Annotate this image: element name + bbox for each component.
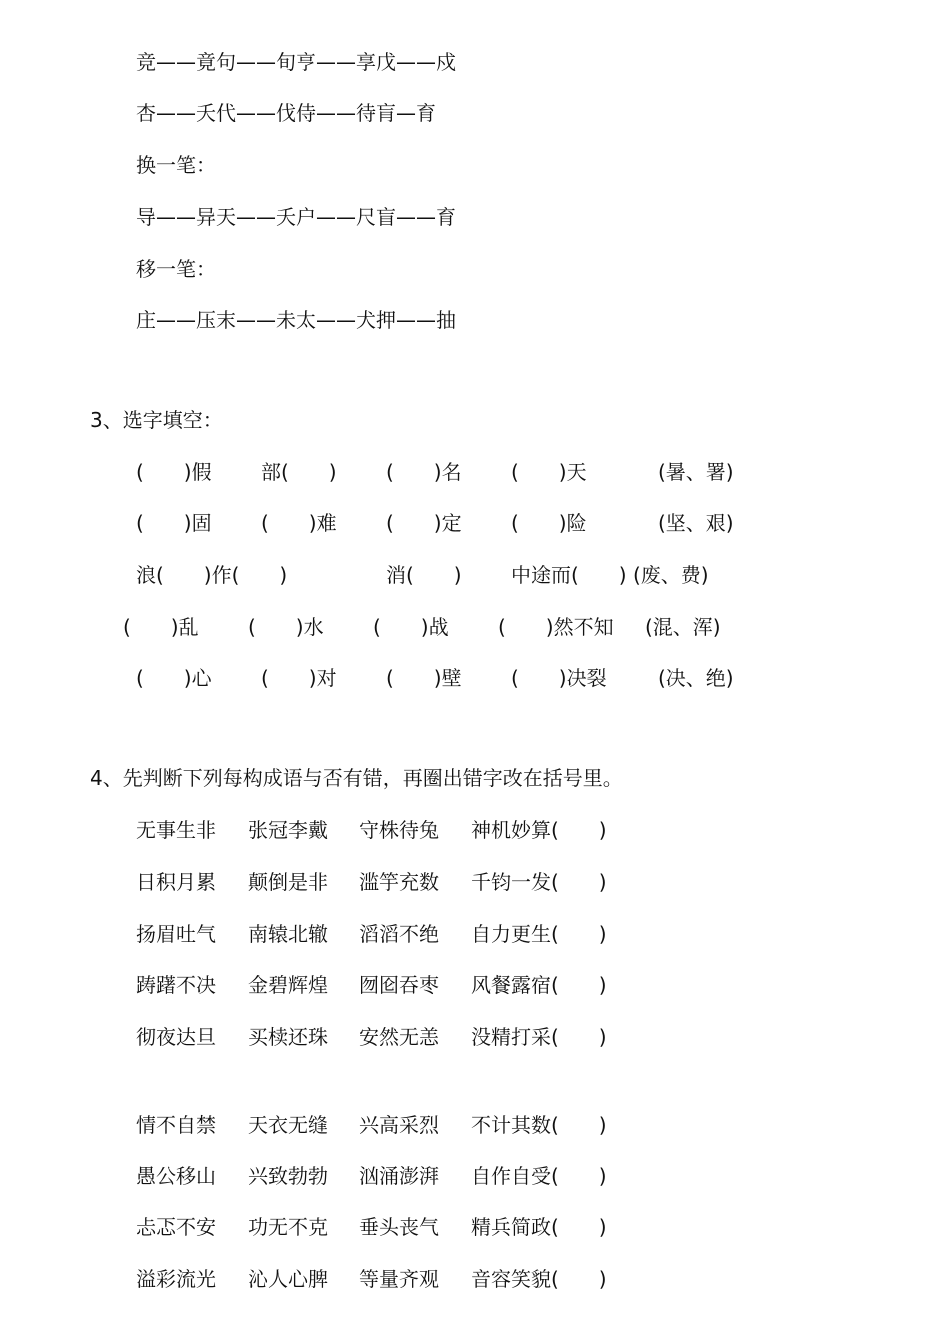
- fill-blank-item: 浪( )作( ): [136, 563, 288, 587]
- text-line: 换一笔：: [136, 153, 216, 177]
- idiom: 张冠李戴: [248, 818, 328, 842]
- idiom: 忐忑不安: [136, 1215, 216, 1239]
- idiom: 南辕北辙: [248, 922, 328, 946]
- section-heading: 4、先判断下列每构成语与否有错，再圈出错字改在括号里。: [90, 766, 623, 790]
- idiom: 滥竽充数: [359, 870, 439, 894]
- idiom-with-blank: 没精打采( ): [471, 1025, 607, 1049]
- fill-blank-item: ( )假: [136, 460, 212, 484]
- idiom: 兴致勃勃: [248, 1164, 328, 1188]
- idiom-with-blank: 自力更生( ): [471, 922, 607, 946]
- fill-blank-item: 消( ): [386, 563, 462, 587]
- fill-blank-item: ( )名: [386, 460, 462, 484]
- idiom-with-blank: 不计其数( ): [471, 1113, 607, 1137]
- text-line: 移一笔：: [136, 257, 216, 281]
- idiom: 愚公移山: [136, 1164, 216, 1188]
- fill-blank-item: 部( ): [261, 460, 337, 484]
- idiom: 金碧辉煌: [248, 973, 328, 997]
- fill-blank-item: ( )决裂: [511, 666, 607, 690]
- fill-blank-item: ( )水: [248, 615, 324, 639]
- idiom: 汹涌澎湃: [359, 1164, 439, 1188]
- idiom-with-blank: 自作自受( ): [471, 1164, 607, 1188]
- idiom-with-blank: 神机妙算( ): [471, 818, 607, 842]
- choice-options: (决、绝): [658, 666, 734, 690]
- idiom: 日积月累: [136, 870, 216, 894]
- idiom-with-blank: 精兵简政( ): [471, 1215, 607, 1239]
- idiom: 颠倒是非: [248, 870, 328, 894]
- idiom: 无事生非: [136, 818, 216, 842]
- fill-blank-item: 中途而( ) (废、费): [511, 563, 709, 587]
- text-line: 庄——压末——未太——犬押——抽: [136, 308, 456, 332]
- idiom: 兴高采烈: [359, 1113, 439, 1137]
- idiom: 沁人心脾: [248, 1267, 328, 1291]
- idiom: 功无不克: [248, 1215, 328, 1239]
- fill-blank-item: ( )然不知: [498, 615, 614, 639]
- idiom: 守株待兔: [359, 818, 439, 842]
- idiom: 垂头丧气: [359, 1215, 439, 1239]
- idiom: 等量齐观: [359, 1267, 439, 1291]
- fill-blank-item: ( )心: [136, 666, 212, 690]
- choice-options: (暑、署): [658, 460, 734, 484]
- fill-blank-item: ( )险: [511, 511, 587, 535]
- fill-blank-item: ( )乱: [123, 615, 199, 639]
- text-line: 竞——竟句——旬亨——享戊——戍: [136, 50, 456, 74]
- fill-blank-item: ( )难: [261, 511, 337, 535]
- fill-blank-item: ( )壁: [386, 666, 462, 690]
- fill-blank-item: ( )天: [511, 460, 587, 484]
- fill-blank-item: ( )定: [386, 511, 462, 535]
- idiom: 踌躇不决: [136, 973, 216, 997]
- idiom: 溢彩流光: [136, 1267, 216, 1291]
- idiom: 扬眉吐气: [136, 922, 216, 946]
- idiom: 彻夜达旦: [136, 1025, 216, 1049]
- idiom: 滔滔不绝: [359, 922, 439, 946]
- idiom-with-blank: 风餐露宿( ): [471, 973, 607, 997]
- fill-blank-item: ( )对: [261, 666, 337, 690]
- fill-blank-item: ( )战: [373, 615, 449, 639]
- idiom: 囫囵吞枣: [359, 973, 439, 997]
- idiom: 天衣无缝: [248, 1113, 328, 1137]
- fill-blank-item: ( )固: [136, 511, 212, 535]
- text-line: 导——异天——夭户——尺盲——育: [136, 205, 456, 229]
- text-line: 杏——夭代——伐侍——待肓—育: [136, 101, 436, 125]
- idiom-with-blank: 千钧一发( ): [471, 870, 607, 894]
- idiom: 情不自禁: [136, 1113, 216, 1137]
- choice-options: (混、浑): [645, 615, 721, 639]
- idiom: 买椟还珠: [248, 1025, 328, 1049]
- choice-options: (坚、艰): [658, 511, 734, 535]
- idiom: 安然无恙: [359, 1025, 439, 1049]
- idiom-with-blank: 音容笑貌( ): [471, 1267, 607, 1291]
- section-heading: 3、选字填空：: [90, 408, 223, 432]
